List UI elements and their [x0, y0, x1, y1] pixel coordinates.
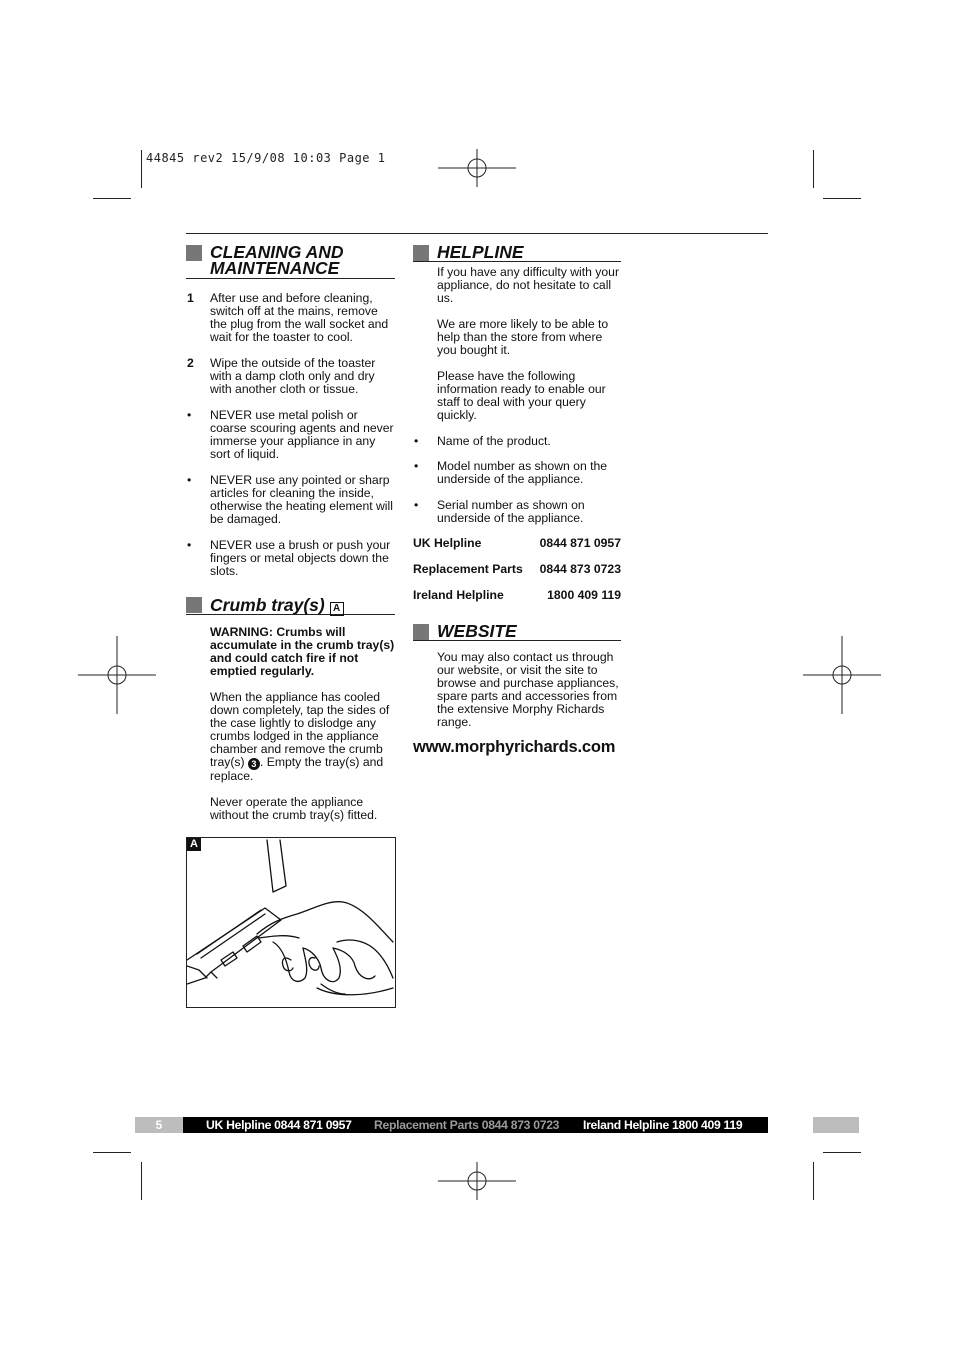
helpline-label: Replacement Parts: [413, 562, 523, 576]
helpline-prepare: Please have the following information ready to enable our staff to deal with your query quickly.: [437, 369, 606, 422]
part-number-badge: 3: [248, 758, 260, 770]
heading-square-icon: [413, 624, 429, 640]
helpline-number-row: [413, 537, 621, 551]
crop-mark: [813, 150, 814, 188]
helpline-column: [413, 244, 621, 603]
cleaning-title-line2: MAINTENANCE: [210, 258, 340, 278]
figure-a-crumb-tray: [186, 837, 396, 1008]
item-text: NEVER use a brush or push your fingers or metal objects down the slots.: [210, 538, 391, 578]
helpline-number-row: [413, 589, 621, 603]
helpline-phone: 1800 409 119: [547, 588, 621, 602]
footer-right-box: [813, 1117, 859, 1133]
crumb-instructions: [186, 691, 395, 783]
registration-mark-icon: [438, 129, 516, 207]
crop-mark: [813, 1162, 814, 1200]
figure-label: A: [187, 838, 201, 851]
cleaning-warning-item: [186, 539, 395, 578]
print-slug: 44845 rev2 15/9/08 10:03 Page 1: [146, 151, 386, 165]
crumb-tray-heading: [186, 597, 395, 615]
item-text: NEVER use any pointed or sharp articles for cleaning the inside, otherwise the heating element will be damaged.: [210, 473, 393, 526]
bullet-icon: •: [414, 498, 419, 512]
helpline-title: HELPLINE: [437, 242, 524, 262]
crumb-note: Never operate the appliance without the crumb tray(s) fitted.: [210, 795, 378, 822]
cleaning-heading: [186, 244, 395, 279]
cleaning-step-2: [186, 357, 395, 396]
website-heading: [413, 623, 621, 641]
registration-mark-icon: [78, 636, 156, 714]
crop-mark: [823, 1152, 861, 1153]
helpline-label: Ireland Helpline: [413, 588, 504, 602]
crop-mark: [141, 1162, 142, 1200]
helpline-number-row: [413, 563, 621, 577]
cleaning-warning-item: [186, 474, 395, 526]
helpline-phone: 0844 873 0723: [539, 562, 621, 576]
heading-square-icon: [186, 597, 202, 613]
helpline-heading: [413, 244, 621, 262]
heading-square-icon: [413, 245, 429, 261]
step-number: 1: [187, 291, 194, 305]
registration-mark-icon: [438, 1142, 516, 1220]
cleaning-column: [186, 244, 395, 578]
bullet-icon: •: [187, 408, 192, 422]
helpline-phone: 0844 871 0957: [539, 536, 621, 550]
bullet-icon: •: [187, 473, 192, 487]
step-text: After use and before cleaning, switch off at the mains, remove the plug from the wall socket and wait for the toaster to cool.: [210, 291, 389, 344]
crumb-instructions-text-end: . Empty the tray(s) and replace.: [210, 755, 384, 783]
bullet-text: Name of the product.: [437, 434, 551, 448]
step-number: 2: [187, 356, 194, 370]
website-text: You may also contact us through our website, or visit the site to browse and purchase appliances, spare parts and accessories from the extensive Morphy Richards range.: [437, 650, 619, 729]
crop-mark: [141, 150, 142, 188]
footer-ireland-helpline: Ireland Helpline 1800 409 119: [583, 1118, 743, 1132]
crumb-tray-column: [186, 597, 395, 822]
website-title: WEBSITE: [437, 621, 517, 641]
bullet-icon: •: [187, 538, 192, 552]
helpline-bullet: [413, 499, 621, 525]
cleaning-title-line1: CLEANING AND: [210, 242, 344, 262]
cleaning-step-1: [186, 292, 395, 344]
crumb-warning: WARNING: Crumbs will accumulate in the crumb tray(s) and could catch fire if not emptied regularly.: [210, 625, 395, 678]
item-text: NEVER use metal polish or coarse scouring agents and never immerse your appliance in any sort of liquid.: [210, 408, 394, 461]
footer-uk-helpline: UK Helpline 0844 871 0957: [206, 1118, 352, 1132]
helpline-intro: If you have any difficulty with your appliance, do not hesitate to call us.: [437, 265, 620, 305]
heading-square-icon: [186, 245, 202, 261]
registration-mark-icon: [803, 636, 881, 714]
helpline-reason: We are more likely to be able to help than the store from where you bought it.: [437, 317, 609, 357]
crumb-tray-title: Crumb tray(s): [210, 595, 325, 615]
step-text: Wipe the outside of the toaster with a damp cloth only and dry with another cloth or tissue.: [210, 356, 376, 396]
helpline-bullet: [413, 435, 621, 448]
crumb-tray-illustration-icon: [187, 838, 395, 1007]
crumb-instructions-text: When the appliance has cooled down completely, tap the sides of the case lightly to dislodge any crumbs lodged in the appliance chamber and remove the crumb tray(s): [210, 690, 390, 769]
bullet-text: Model number as shown on the underside of the appliance.: [437, 459, 608, 486]
website-url-link[interactable]: www.morphyrichards.com: [413, 738, 616, 756]
website-column: [413, 623, 621, 754]
crop-mark: [823, 198, 861, 199]
bullet-text: Serial number as shown on underside of the appliance.: [437, 498, 585, 525]
crop-mark: [93, 198, 131, 199]
figure-ref-badge: A: [330, 602, 344, 616]
footer-replacement-parts: Replacement Parts 0844 873 0723: [374, 1118, 560, 1132]
crop-mark: [93, 1152, 131, 1153]
page-number: 5: [155, 1118, 163, 1132]
cleaning-warning-item: [186, 409, 395, 461]
top-rule: [186, 233, 768, 234]
helpline-bullet: [413, 460, 621, 486]
helpline-label: UK Helpline: [413, 536, 482, 550]
bullet-icon: •: [414, 459, 419, 473]
bullet-icon: •: [414, 434, 419, 448]
